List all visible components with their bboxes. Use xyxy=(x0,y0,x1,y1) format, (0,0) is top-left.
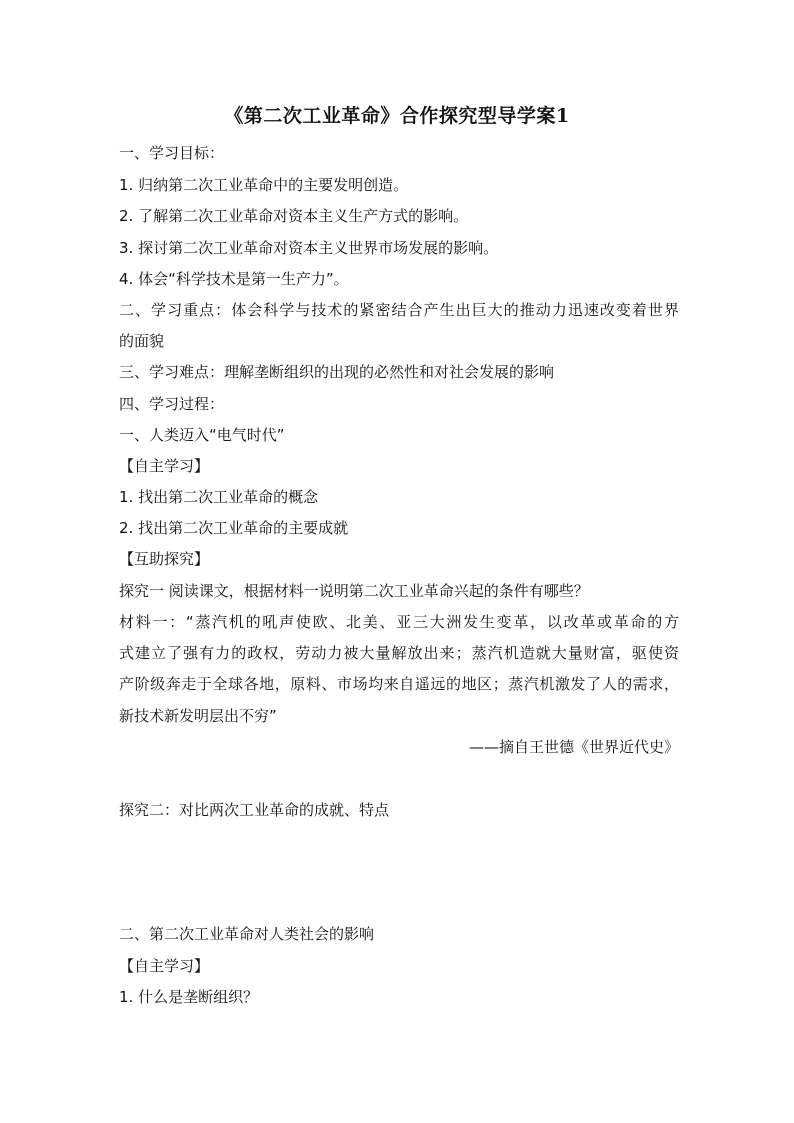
key-points-line-2: 的面貌 xyxy=(119,332,165,350)
part2-item-1: 1. 什么是垄断组织？ xyxy=(119,988,259,1006)
difficulties: 三、学习难点：理解垄断组织的出现的必然性和对社会发展的影响 xyxy=(119,363,555,381)
material-line-3: 产阶级奔走于全球各地，原料、市场均来自遥远的地区；蒸汽机激发了人的需求， xyxy=(119,675,679,693)
part2-heading: 二、第二次工业革命对人类社会的影响 xyxy=(119,925,375,943)
inquiry-2: 探究二：对比两次工业革命的成就、特点 xyxy=(119,801,390,819)
document-title: 《第二次工业革命》合作探究型导学案1 xyxy=(224,105,570,127)
objective-item-4: 4. 体会“科学技术是第一生产力”。 xyxy=(119,270,349,288)
objective-item-2: 2. 了解第二次工业革命对资本主义生产方式的影响。 xyxy=(119,207,469,225)
material-line-1: 材料一：“蒸汽机的吼声使欧、北美、亚三大洲发生变革，以改革或革命的方 xyxy=(119,613,679,631)
material-line-4: 新技术新发明层出不穷” xyxy=(119,707,277,725)
part1-heading: 一、人类迈入“电气时代” xyxy=(119,426,285,444)
objectives-heading: 一、学习目标： xyxy=(119,144,225,162)
key-points-line-1: 二、学习重点：体会科学与技术的紧密结合产生出巨大的推动力迅速改变着世界 xyxy=(119,301,679,319)
part1-mutual-label: 【互助探究】 xyxy=(119,550,210,568)
part2-self-study-label: 【自主学习】 xyxy=(119,957,210,975)
inquiry-1: 探究一 阅读课文，根据材料一说明第二次工业革命兴起的条件有哪些？ xyxy=(119,582,589,600)
material-line-2: 式建立了强有力的政权，劳动力被大量解放出来；蒸汽机造就大量财富，驱使资 xyxy=(119,644,679,662)
part1-item-2: 2. 找出第二次工业革命的主要成就 xyxy=(119,519,349,537)
process-heading: 四、学习过程： xyxy=(119,395,225,413)
part1-item-1: 1. 找出第二次工业革命的概念 xyxy=(119,488,319,506)
part1-self-study-label: 【自主学习】 xyxy=(119,457,210,475)
objective-item-1: 1. 归纳第二次工业革命中的主要发明创造。 xyxy=(119,176,409,194)
material-source: ——摘自王世德《世界近代史》 xyxy=(468,738,679,756)
objective-item-3: 3. 探讨第二次工业革命对资本主义世界市场发展的影响。 xyxy=(119,239,499,257)
